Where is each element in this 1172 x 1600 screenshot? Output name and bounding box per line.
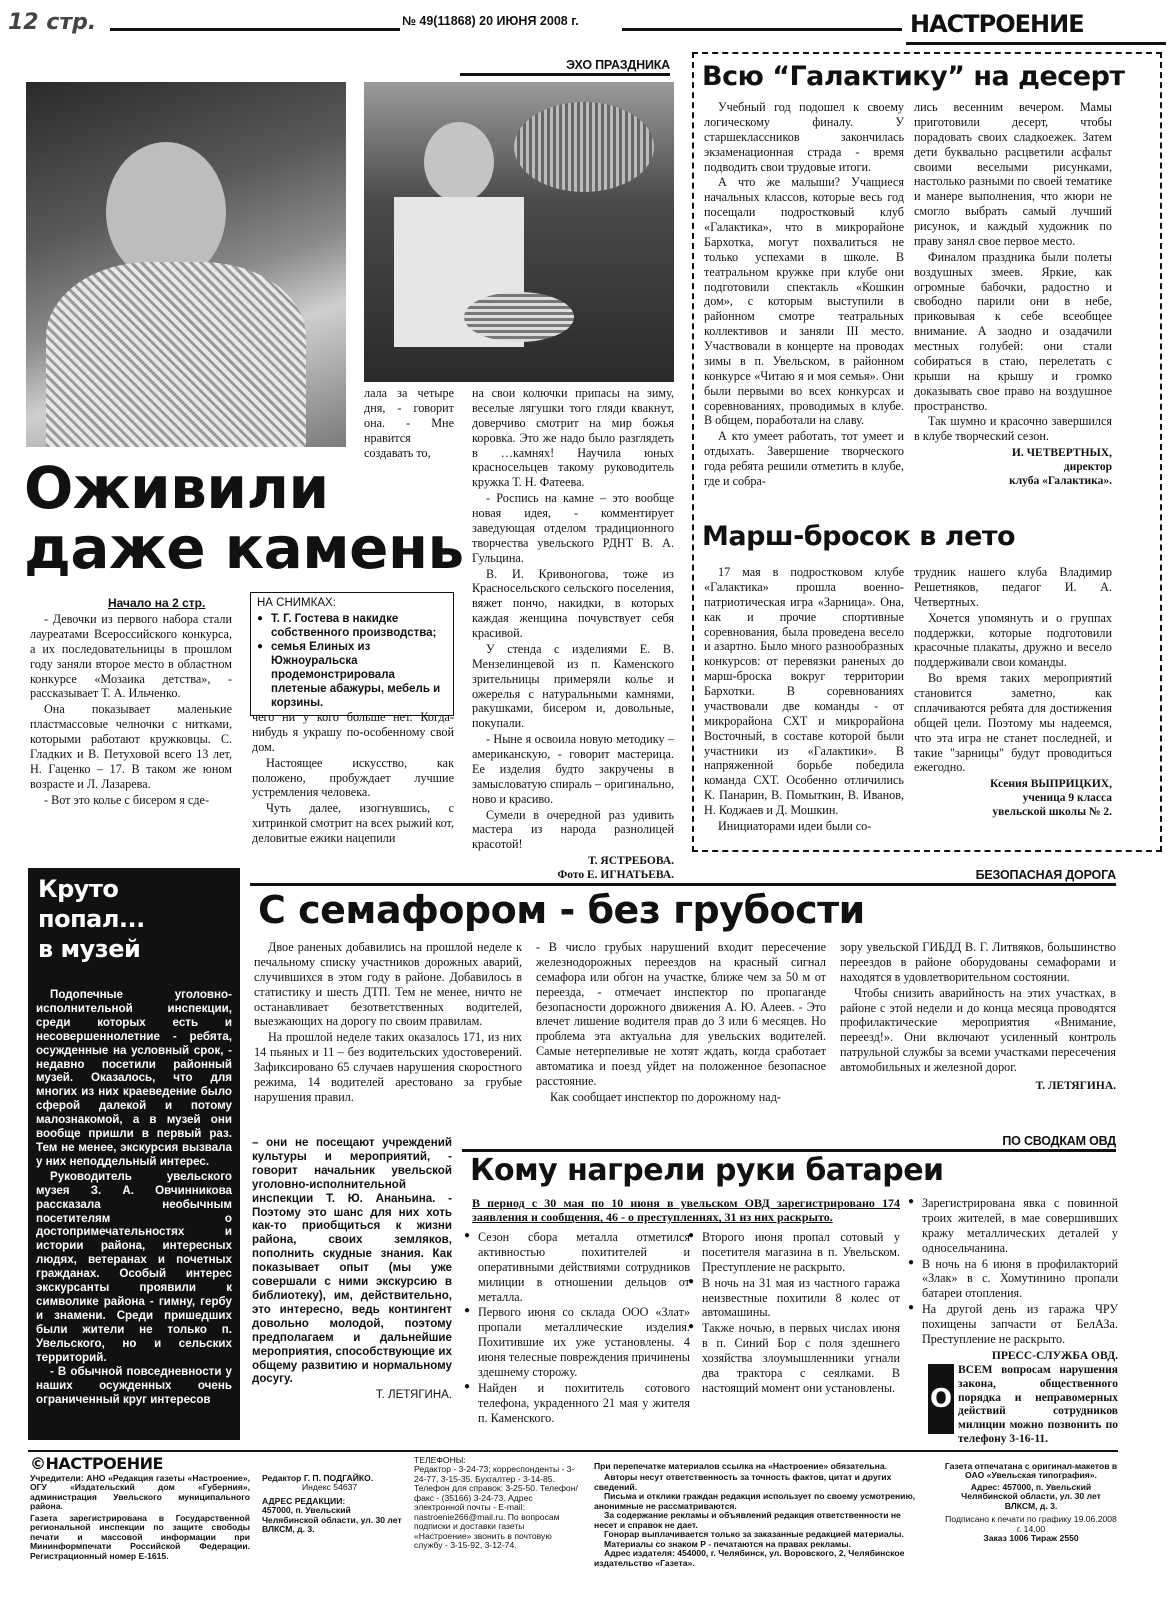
paragraph: Настоящее искусство, как положено, пробуждает лучшие устремления человека. bbox=[252, 755, 454, 800]
paragraph: - Вот это колье с бисером я сде- bbox=[44, 792, 210, 807]
a5-author: Т. ЛЕТЯГИНА. bbox=[1035, 1079, 1116, 1092]
police-item: ● Второго июня пропал сотовый у посетителя магазина в п. Увельском. Преступление не раскрыто. bbox=[688, 1230, 900, 1275]
police-notice bbox=[928, 1364, 1118, 1444]
header-rule-right bbox=[622, 28, 902, 31]
notice-text: ВСЕМ вопросам нарушения закона, общественного порядка и неправомерных действий сотрудников милиции можно позвонить по телефону 3-16-11. bbox=[958, 1364, 1118, 1445]
photo-man-with-baskets bbox=[364, 82, 674, 382]
paragraph: А кто умеет работать, тот умеет и отдыхать. Завершение творческого года ребята решили отметить в клубе, где и собра- bbox=[704, 429, 904, 488]
paragraph: Инициаторами идеи были со- bbox=[718, 818, 872, 833]
a3-col2 bbox=[914, 565, 1112, 819]
paragraph: А что же малыши? Учащиеся начальных классов, которые весь год посещали подростковый клуб «Галактика», что в микрорайоне Бархотка, могут похвалиться не только успехами в школе. В театральном кружке при клубе они подготовили спектакль «Кошкин дом», с которым выступили в районном смотре театральных коллективов и заняли III место. Участвовали в концерте на проводах зимы в п. Увельском, в районном конкурсе «Читаю я и моя семья». Они были первыми во всех конкурсах и соревнованиях, проводимых в клубе. В общем, поработали на славу. bbox=[704, 175, 904, 428]
paragraph: - В обычной повседневности у наших осужденных очень ограниченный круг интересов bbox=[36, 1365, 232, 1407]
headline-museum-line2: попал... bbox=[38, 905, 145, 933]
paragraph: Она показывает маленькие пластмассовые челночки с нитками, которыми работают кружковцы. С. Гладких и В. Петуховой всего 13 лет, Н. Гаценко – 17. В таком же юном возрасте и Л. Лазарева. bbox=[30, 702, 232, 791]
footer-rule-line: Авторы несут ответственность за точность фактов, цитат и других сведений. bbox=[594, 1472, 892, 1492]
a3-author-title: ученица 9 класса bbox=[1022, 792, 1112, 805]
paragraph: Во время таких мероприятий становится заметно, как сплачиваются ребята для достижения общей цели. Поэтому мы надеемся, что эта игра не станет последней, и такие "зарницы" будут проводиться ежегодно. bbox=[914, 671, 1112, 775]
paragraph: - Роспись на камне – это вообще новая идея, - комментирует заведующая отделом традиционного творчества увельского РДНТ В. А. Гульцина. bbox=[472, 491, 674, 565]
a2-author-title: директор bbox=[1063, 461, 1112, 474]
footer-rule-line: Материалы со знаком Р - печатаются на правах рекламы. bbox=[604, 1538, 851, 1549]
police-item: ● Зарегистрирована явка с повинной троих жителей, в мае совершивших кражу металлических деталей у односельчанина. bbox=[908, 1196, 1118, 1256]
a5-col2 bbox=[536, 940, 826, 1106]
paragraph: Чуть далее, изогнувшись, с хитринкой смотрит на всех рыжий кот, деловитые ежики нацепили bbox=[252, 801, 454, 845]
footer-print-line: Адрес: 457000, п. Увельский Челябинской области, ул. 30 лет ВЛКСМ, д. 3. bbox=[961, 1481, 1101, 1511]
paragraph: - Девочки из первого набора стали лауреатами Всероссийского конкурса, а их последовательницы в прошлом году заняли второе место в областном конкурсе «Мозаика детства», - рассказывает Т. А. Ильченко. bbox=[30, 612, 232, 701]
paragraph: Учебный год подошел к своему логическому финалу. У старшеклассников закончилась экзаменационная страда - время подводить свои трудовые итоги. bbox=[704, 100, 904, 174]
issue-info: № 49(11868) 20 ИЮНЯ 2008 г. bbox=[402, 14, 579, 28]
a6-col2 bbox=[688, 1230, 900, 1397]
footer-registration: Газета зарегистрирована в Государственной региональной инспекции по защите свободы печати и массовой информации при Мининформпечати Российской Федерации. Регистрационный номер Е-1615. bbox=[30, 1512, 250, 1561]
a1-col2-bottom bbox=[252, 710, 454, 847]
captions-title: НА СНИМКАХ: bbox=[257, 597, 336, 609]
rubric-safe-road: БЕЗОПАСНАЯ ДОРОГА bbox=[250, 868, 1116, 886]
footer-rule-line: Адрес издателя: 454000, г. Челябинск, ул. Воровского, 2, Челябинское издательство «Газета». bbox=[594, 1548, 905, 1568]
paragraph: лала за четыре дня, - говорит она. - Мне нравится создавать то, bbox=[364, 386, 454, 460]
paragraph: Финалом праздника были полеты воздушных змеев. Яркие, как огромные бабочки, радостно и свободно парили они в небе, приковывая к себе всеобщее внимание. А заодно и озадачили местных голубей: они стали собираться в стаю, перелетать с крыши на крышу и громко доказывать свое право на воздушное пространство. bbox=[914, 249, 1112, 413]
photo-captions bbox=[250, 592, 454, 716]
footer-print-line: Газета отпечатана с оригинал-макетов в ОАО «Увельская типография». bbox=[944, 1461, 1118, 1481]
headline-museum-line3: в музей bbox=[38, 935, 141, 963]
a6-author: ПРЕСС-СЛУЖБА ОВД. bbox=[991, 1349, 1118, 1362]
header-rule-left bbox=[110, 28, 400, 31]
footer-address-title: АДРЕС РЕДАКЦИИ: bbox=[262, 1495, 346, 1506]
paragraph: чего ни у кого больше нет. Когда-нибудь я украшу по-особенному свой дом. bbox=[252, 710, 454, 754]
headline-batteries: Кому нагрели руки батареи bbox=[470, 1153, 944, 1188]
a4-col1 bbox=[36, 988, 232, 1408]
headline-semaphore: С семафором - без грубости bbox=[258, 888, 865, 932]
photo-woman-in-shawl bbox=[26, 82, 346, 447]
footer-print-line: Подписано к печати по графику 19.06.2008 г. 14.00 bbox=[945, 1514, 1117, 1534]
footer-rule-line: При перепечатке материалов ссылка на «Настроение» обязательна. bbox=[594, 1461, 888, 1471]
a1-photographer: Фото Е. ИГНАТЬЕВА. bbox=[557, 869, 674, 882]
a2-author: И. ЧЕТВЕРТНЫХ, bbox=[1011, 447, 1112, 460]
headline-museum bbox=[38, 874, 145, 964]
paragraph: Сумели в очередной раз удивить мастера из народа разнолицей красотой! bbox=[472, 807, 674, 852]
headline-museum-line1: Круто bbox=[38, 875, 119, 903]
police-item: ● Также ночью, в первых числах июня в п. Синий Бор с поля здешнего хозяйства злоумышленники угнали два трактора с сеялками. В настоящий момент они установлены. bbox=[688, 1321, 900, 1395]
a4-col2 bbox=[252, 1136, 452, 1403]
paragraph: трудник нашего клуба Владимир Решетняков, педагог И. А. Четвертных. bbox=[914, 565, 1112, 609]
a4-author: Т. ЛЕТЯГИНА. bbox=[375, 1389, 452, 1402]
footer-index: Индекс 54637 bbox=[302, 1482, 358, 1493]
rubric-police: ПО СВОДКАМ ОВД bbox=[462, 1134, 1116, 1152]
paragraph: У стенда с изделиями Е. В. Мензелинцевой из п. Каменского зрительницы примеряли колье и ожерелья с натуральными камнями, ракушками, бисером и, довольные, покупали. bbox=[472, 641, 674, 731]
paragraph: зору увельской ГИБДД В. Г. Литвяков, большинство переездов в районе оборудованы семафорами и находятся в удовлетворительном состоянии. bbox=[840, 940, 1116, 984]
paragraph: 17 мая в подростковом клубе «Галактика» прошла военно-патриотическая игра «Зарница». Она, как и прочие спортивные соревнования, была проведена весело и азартно. Было много разнообразных конкурсов: от перевязки раненых до марш-броска вокруг территории Бархотки. В соревнованиях участвовали две команды - от микрорайона СХТ и микрорайона Восточный, в составе которой были участники из «Галактики». В напряженной борьбе победила команда СХТ. Особенно отличились К. Панарин, В. Помыткин, В. Иванов, Н. Коджаев и Д. Мошкин. bbox=[704, 565, 904, 817]
a3-author-school: увельской школы № 2. bbox=[992, 806, 1112, 819]
footer-rule bbox=[28, 1450, 1118, 1452]
paragraph: на свои колючки припасы на зиму, веселые лягушки того гляди квакнут, доверчиво смотрит на мир божья коровка. Это же надо было разглядеть в …камнях! Научила юных красносельцев такому руководитель кружка Т. Н. Фатеева. bbox=[472, 386, 674, 490]
police-item: ● На другой день из гаража ЧРУ похищены запчасти от БелАЗа. Преступление не раскрыто. bbox=[908, 1302, 1118, 1347]
paragraph: На прошлой неделе таких оказалось 171, из них 14 пьяных и 11 – без водительских удостоверений. Зафиксировано 65 случаев нарушения скоростного режима, 14 водителей арестовано за грубые нарушения правил. bbox=[254, 1030, 522, 1104]
a6-col3 bbox=[908, 1196, 1118, 1363]
a5-col3 bbox=[840, 940, 1116, 1093]
paragraph: Хочется упомянуть и о группах поддержки, которые подготовили красочные плакаты, дружно и весело поддерживали свои команды. bbox=[914, 610, 1112, 670]
footer-editor: Редактор Г. П. ПОДГАЙКО. bbox=[262, 1473, 374, 1483]
footer-print-line: Заказ 1006 Тираж 2550 bbox=[983, 1533, 1079, 1544]
paragraph: Подопечные уголовно-исполнительной инспекции, среди которых есть и несовершеннолетние - ребята, осужденные на условный срок, - недавно посетили районный музей. Оказалось, что для многих из них краеведение было сферой далекой и потому малознакомой, а в музей они вообще пришли в первый раз. Тем не менее, экскурсия вызвала у них неподдельный интерес. bbox=[36, 988, 232, 1168]
a6-lead: В период с 30 мая по 10 июня в увельском ОВД зарегистрировано 174 заявления и сообщения, 46 - о преступлениях, 31 из них раскрыто. bbox=[472, 1196, 900, 1225]
headline-revived-stone bbox=[24, 454, 464, 582]
police-item: ● Сезон сбора металла отметился активностью похитителей и оперативными действиями сотрудников милиции в отношении дельцов от металла. bbox=[464, 1230, 690, 1304]
notice-drop-letter: О bbox=[928, 1364, 954, 1434]
a1-col1 bbox=[30, 612, 232, 808]
headline-galaktika: Всю “Галактику” на десерт bbox=[702, 61, 1125, 92]
a1-col3 bbox=[472, 386, 674, 882]
a6-col1 bbox=[464, 1230, 690, 1426]
footer-logo: ©НАСТРОЕНИЕ bbox=[30, 1454, 163, 1473]
brand-title: НАСТРОЕНИЕ bbox=[910, 10, 1084, 38]
police-item: ● Найден и похититель сотового телефона, украденного 21 мая у жителя п. Каменского. bbox=[464, 1381, 690, 1426]
footer-rules-block bbox=[594, 1462, 924, 1568]
paragraph: Как сообщает инспектор по дорожному над- bbox=[550, 1089, 781, 1104]
paragraph: - Ныне я освоила новую методику – американскую, - говорит мастерица. Ее изделия будто закручены в замысловатую спираль – оригинально, ново и красиво. bbox=[472, 732, 674, 806]
caption-item: ● семья Елиных из Южноуральска продемонстрировала плетеные абажуры, мебель и корзины. bbox=[257, 641, 447, 710]
footer-founders-block bbox=[30, 1474, 250, 1561]
footer-phones: Редактор - 3-24-73; корреспонденты - 3-24-77, 3-15-35. Бухгалтер - 3-14-85. Телефон для справок: 3-25-50. Телефон/факс - (35166) 3-24-73. Адрес электронной почты - E-mail: nastroenie266@mail.ru. По вопросам подписки и доставки газеты «Настроение» звонить в почтовую службу - 3-15-92, 3-12-74. bbox=[414, 1464, 578, 1551]
a2-col2 bbox=[914, 100, 1112, 488]
headline-march: Марш-бросок в лето bbox=[702, 521, 1016, 552]
paragraph: Двое раненых добавились на прошлой неделе к печальному списку участников дорожных аварий, случившихся в этом году в районе. Добавилось в статистику и шесть ДТП. Тем не менее, ничто не останавливает безответственных водителей, выезжающих на дорогу по своим правилам. bbox=[254, 940, 522, 1029]
a3-col1 bbox=[704, 565, 904, 835]
paragraph: Так шумно и красочно завершился в клубе творческий сезон. bbox=[914, 414, 1112, 444]
paragraph: - В число грубых нарушений входит пересечение железнодорожных переездов на красный сигнал семафора или обгон на участке, ближе чем за 50 м от переезда, - отмечает инспектор по пропаганде безопасности дорожного движения А. Ю. Алеев. - Это влечет лишение водителя прав до 3 или 6 месяцев. Но проблема эта актуальна для увельских водителей. Самые нетерпеливые не хотят ждать, когда сработает автоматика и поезд уйдет на положенное безопасное расстояние. bbox=[536, 940, 826, 1088]
a1-author: Т. ЯСТРЕБОВА. bbox=[588, 855, 674, 868]
a2-author-org: клуба «Галактика». bbox=[1009, 475, 1112, 488]
footer-phones-block bbox=[414, 1456, 582, 1551]
footer-rule-line: Гонорар выплачивается только за заказанные редакцией материалы. bbox=[604, 1529, 904, 1540]
police-item: ● В ночь на 6 июня в профилакторий «Злак» в с. Хомутинино пропали батареи отопления. bbox=[908, 1257, 1118, 1302]
footer-rule-line: Письма и отклики граждан редакция использует по своему усмотрению, анонимные не рассматриваются. bbox=[594, 1491, 916, 1511]
a1-col2-top bbox=[364, 386, 454, 461]
headline-revived-line1: Оживили bbox=[24, 454, 329, 522]
footer-phones-title: ТЕЛЕФОНЫ: bbox=[414, 1455, 466, 1465]
a5-col1 bbox=[254, 940, 522, 1106]
header-rule-under-brand bbox=[906, 42, 1166, 45]
headline-revived-line2: даже камень bbox=[24, 514, 464, 582]
caption-item: ● Т. Г. Гостева в накидке собственного производства; bbox=[257, 613, 447, 641]
paragraph: Руководитель увельского музея З. А. Овчинникова рассказала необычным посетителям о достопримечательностях и истории района, интересных людях, ветеранах и почетных гражданах. Особый интерес экскурсанты проявили к символике района - гимну, гербу и знамени. Среди пришедших были жители не только п. Увельского, но и сельских территорий. bbox=[36, 1169, 232, 1364]
paragraph: В. И. Кривоногова, тоже из Красносельского сельского поселения, вяжет пончо, накидки, в которых каждая женщина почувствует себя красивой. bbox=[472, 566, 674, 640]
a3-author: Ксения ВЫПРИЦКИХ, bbox=[989, 778, 1112, 791]
footer-rule-line: За содержание рекламы и объявлений редакция ответственности не несет и справок не дает. bbox=[594, 1510, 901, 1530]
paragraph: – они не посещают учреждений культуры и мероприятий, - говорит начальник увельской уголовно-исполнительной инспекции Т. Ю. Ананьина. - Поэтому это шанс для них хоть как-то приобщиться к жизни района, своих земляков, пополнить скудные знания. Как показывает опыт (мы уже совершали с ними экскурсию в библиотеку), им, действительно, это интересно, ведь контингент довольно молодой, поэтому предполагаем и дальнейшие мероприятия, способствующие их общему развитию и нормальному досугу. bbox=[252, 1136, 452, 1386]
police-item: ● В ночь на 31 мая из частного гаража неизвестные похитили 8 колес от автомашины. bbox=[688, 1276, 900, 1321]
footer-print-block bbox=[944, 1462, 1118, 1544]
police-item: ● Первого июня со склада ООО «Злат» пропали металлические изделия. Похитившие их уже установлены. 4 июня телесные повреждения причинены здешнему сторожу. bbox=[464, 1305, 690, 1379]
footer-address: 457000, п. Увельский Челябинской области, ул. 30 лет ВЛКСМ, д. 3. bbox=[262, 1505, 402, 1535]
rubric-holiday-echo: ЭХО ПРАЗДНИКА bbox=[460, 58, 670, 76]
a2-col1 bbox=[704, 100, 904, 490]
page-number: 12 стр. bbox=[8, 10, 97, 35]
footer-editor-block bbox=[262, 1474, 402, 1535]
footer-founders: Учредители: АНО «Редакция газеты «Настроение», ОГУ «Издательский дом «Губерния», администрация Увельского муниципального района. bbox=[30, 1473, 250, 1512]
paragraph: лись весенним вечером. Мамы приготовили десерт, чтобы порадовать своих сладкоежек. Затем дети буквально расцветили асфальт своими веселыми рисунками, настолько разными по своей тематике и манере выполнения, что жюри не смогло выбрать самый лучший рисунок, и каждый художник по праву занял свое первое место. bbox=[914, 100, 1112, 248]
paragraph: Чтобы снизить аварийность на этих участках, в районе с этой недели и до конца месяца проводятся профилактические мероприятия «Внимание, переезд!». Они включают усиленный контроль патрульной службы за всеми участками пересечения автомобильных и железной дорог. bbox=[840, 985, 1116, 1074]
continued-note: Начало на 2 стр. bbox=[108, 596, 206, 610]
